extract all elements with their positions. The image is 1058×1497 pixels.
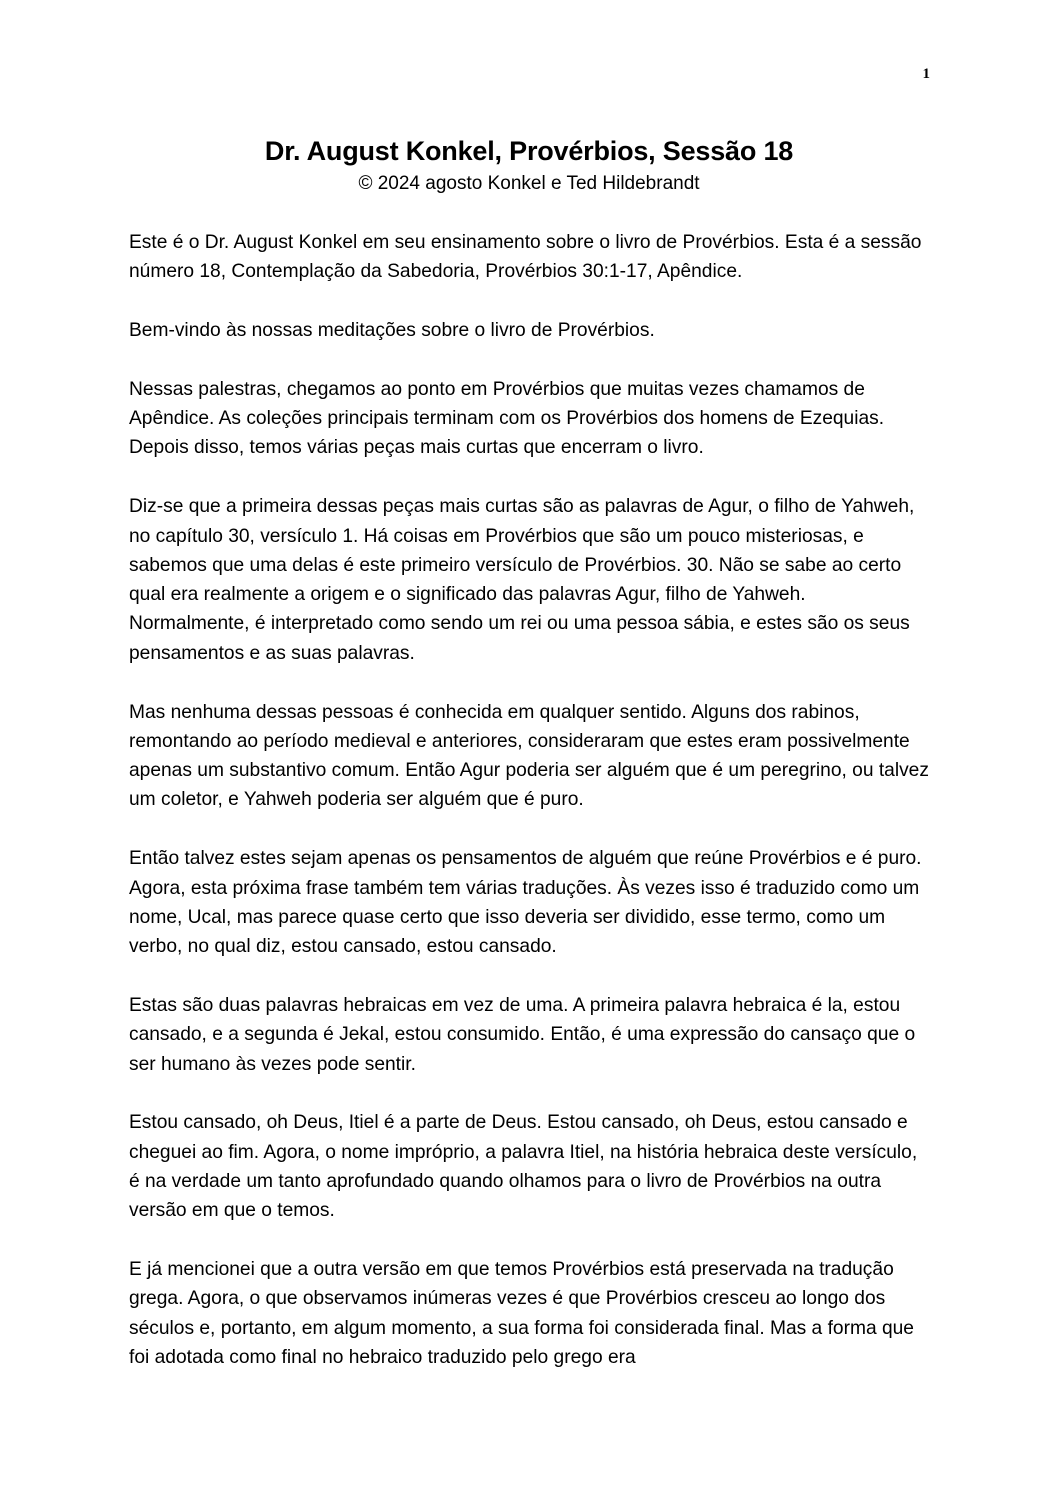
- paragraph: Então talvez estes sejam apenas os pensamentos de alguém que reúne Provérbios e é puro. Agora, esta próxima frase também tem várias traduções. Às vezes isso é traduzido como um nome, Ucal, mas parece quase certo que isso deveria ser dividido, esse termo, como um verbo, no qual diz, estou cansado, estou cansado.: [129, 848, 922, 958]
- paragraph: Nessas palestras, chegamos ao ponto em Provérbios que muitas vezes chamamos de Apêndice. As coleções principais terminam com os Provérbios dos homens de Ezequias. Depois disso, temos várias peças mais curtas que encerram o livro.: [129, 378, 885, 459]
- paragraph: E já mencionei que a outra versão em que temos Provérbios está preservada na tradução grega. Agora, o que observamos inúmeras vezes é que Provérbios cresceu ao longo dos séculos e, portanto, em algum momento, a sua forma foi considerada final. Mas a forma que foi adotada como final no hebraico traduzido pelo grego era: [129, 1259, 914, 1368]
- document-body: [129, 228, 929, 1402]
- paragraph: Estas são duas palavras hebraicas em vez de uma. A primeira palavra hebraica é la, estou cansado, e a segunda é Jekal, estou consumido. Então, é uma expressão do cansaço que o ser humano às vezes pode sentir.: [129, 994, 916, 1075]
- copyright-line: © 2024 agosto Konkel e Ted Hildebrandt: [358, 173, 700, 194]
- paragraph: Bem-vindo às nossas meditações sobre o livro de Provérbios.: [129, 320, 655, 342]
- paragraph: Diz-se que a primeira dessas peças mais curtas são as palavras de Agur, o filho de Yahweh, no capítulo 30, versículo 1. Há coisas em Provérbios que são um pouco misteriosas, e sabemos que uma delas é este primeiro versículo de Provérbios. 30. Não se sabe ao certo qual era realmente a origem e o significado das palavras Agur, filho de Yahweh. Normalmente, é interpretado como sendo um rei ou uma pessoa sábia, e estes são os seus pensamentos e as suas palavras.: [129, 496, 915, 664]
- page-number: 1: [922, 66, 930, 82]
- paragraph: Este é o Dr. August Konkel em seu ensinamento sobre o livro de Provérbios. Esta é a sessão número 18, Contemplação da Sabedoria, Provérbios 30:1-17, Apêndice.: [129, 232, 922, 283]
- document-header: [0, 133, 1058, 197]
- paragraph: Mas nenhuma dessas pessoas é conhecida em qualquer sentido. Alguns dos rabinos, remontando ao período medieval e anteriores, consideraram que estes eram possivelmente apenas um substantivo comum. Então Agur poderia ser alguém que é um peregrino, ou talvez um coletor, e Yahweh poderia ser alguém que é puro.: [129, 701, 929, 811]
- paragraph: Estou cansado, oh Deus, Itiel é a parte de Deus. Estou cansado, oh Deus, estou cansado e cheguei ao fim. Agora, o nome impróprio, a palavra Itiel, na história hebraica deste versículo, é na verdade um tanto aprofundado quando olhamos para o livro de Provérbios na outra versão em que o temos.: [129, 1112, 918, 1222]
- document-title: Dr. August Konkel, Provérbios, Sessão 18: [264, 136, 794, 166]
